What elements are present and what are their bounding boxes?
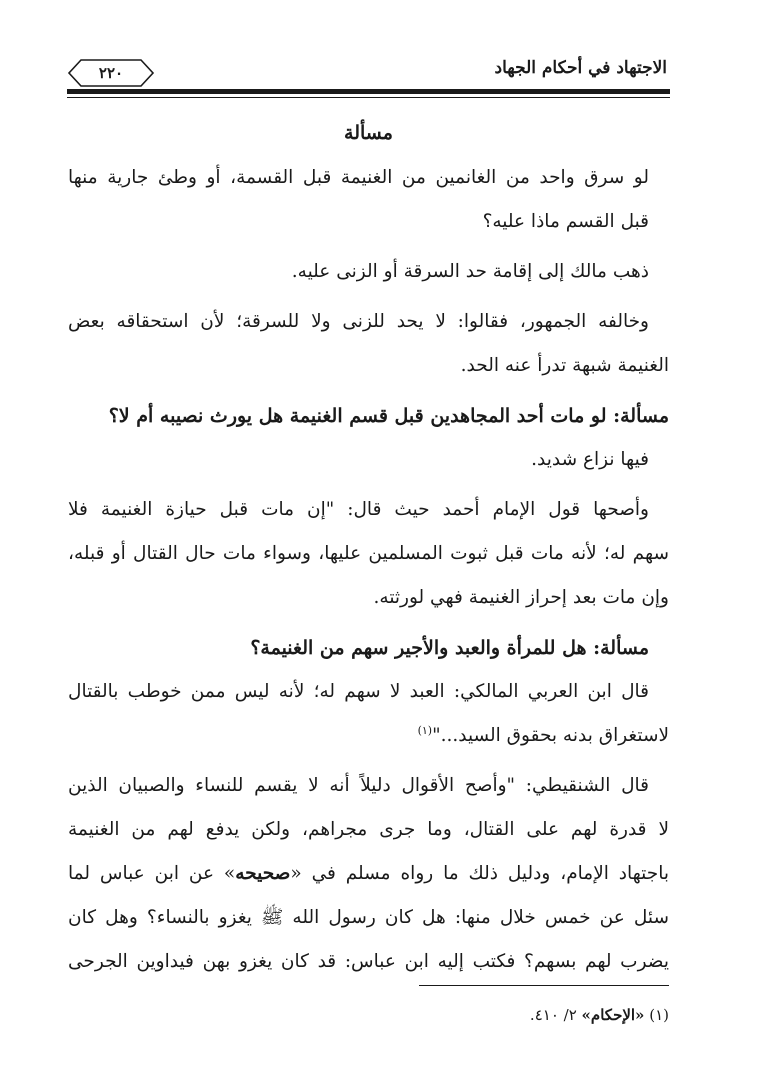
question-heading: مسألة: لو مات أحد المجاهدين قبل قسم الغنيمة هل يورث نصيبه أم لا؟ [108,405,669,427]
text-line: لا قدرة لهم على القتال، وما جرى مجراهم، ولكن يدفع لهم من الغنيمة [68,819,669,840]
header-rule-thick [67,89,670,94]
footnote-number: (١) [649,1006,669,1024]
text-line: قبل القسم ماذا عليه؟ [482,211,649,232]
question-women-slaves [68,626,669,670]
paragraph-majority [68,300,669,388]
footnote [530,1006,669,1024]
section-title: مسألة [344,122,393,144]
text-line: قال الشنقيطي: "وأصح الأقوال دليلاً أنه لا يقسم للنساء والصبيان الذين [68,775,649,796]
paragraph-ahmad [68,488,669,620]
text-fragment: » عن ابن عباس لما [68,863,236,884]
paragraph-dispute [68,438,669,482]
footnote-separator [419,985,669,986]
text-line: فيها نزاع شديد. [531,449,649,470]
text-line: لو سرق واحد من الغانمين من الغنيمة قبل القسمة، أو وطئ جارية منها [68,167,649,188]
paragraph-ibn-arabi [68,670,669,758]
text-line: سهم له؛ لأنه مات قبل ثبوت المسلمين عليها، وسواء مات حال القتال أو قبله، [68,543,669,564]
text-line: ذهب مالك إلى إقامة حد السرقة أو الزنى عليه. [291,261,649,282]
cited-work-title: صحيحه [235,863,291,884]
text-line: سئل عن خمس خلال منها: هل كان رسول الله ﷺ يغزو بالنساء؟ وهل كان [68,907,669,928]
text-fragment: باجتهاد الإمام، ودليل ذلك ما رواه مسلم في « [290,863,669,884]
text-line: يضرب لهم بسهم؟ فكتب إليه ابن عباس: قد كان يغزو بهن فيداوين الجرحى [68,951,669,972]
text-line [68,714,669,758]
question-inheritance [68,394,669,438]
text-fragment: لاستغراق بدنه بحقوق السيد..." [432,725,669,746]
footnote-source: «الإحكام» [581,1006,645,1024]
text-line: قال ابن العربي المالكي: العبد لا سهم له؛ لأنه ليس ممن خوطب بالقتال [68,681,649,702]
running-header-title: الاجتهاد في أحكام الجهاد [494,58,667,78]
text-line: الغنيمة شبهة تدرأ عنه الحد. [460,355,669,376]
text-line [68,852,669,896]
text-line: وإن مات بعد إحراز الغنيمة فهي لورثته. [373,587,669,608]
paragraph-malik [68,250,669,294]
footnote-ref: ٢/ ٤١٠. [529,1006,577,1024]
page-body [68,110,669,984]
footnote-reference[interactable]: (١) [417,723,433,737]
paragraph-theft [68,156,669,244]
page-number-badge [67,58,155,88]
text-line: وأصحها قول الإمام أحمد حيث قال: "إن مات قبل حيازة الغنيمة فلا [68,499,649,520]
question-heading: مسألة: هل للمرأة والعبد والأجير سهم من الغنيمة؟ [250,637,649,659]
text-line: وخالفه الجمهور، فقالوا: لا يحد للزنى ولا للسرقة؛ لأن استحقاقه بعض [68,311,649,332]
header-rule-thin [67,97,670,98]
paragraph-shinqiti [68,764,669,984]
page-number: ٢٢٠ [98,64,124,82]
